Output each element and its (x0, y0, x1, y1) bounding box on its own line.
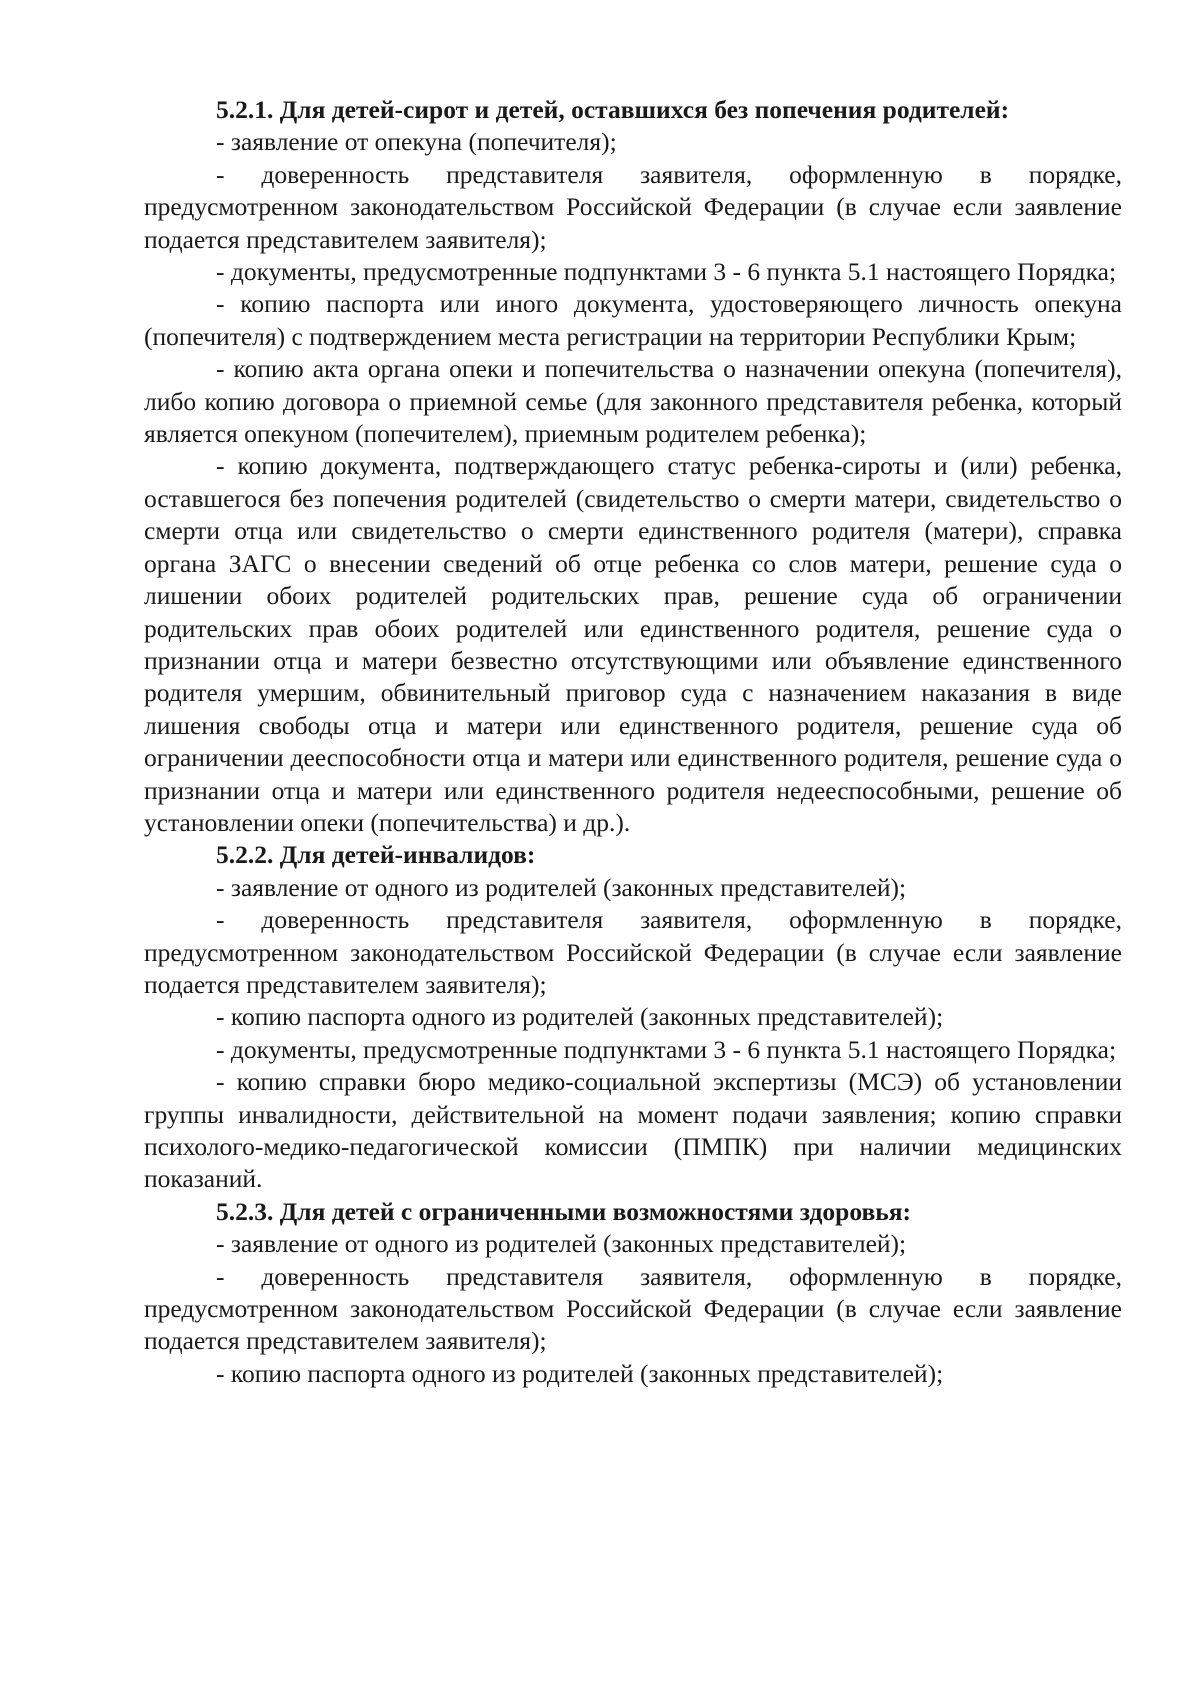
document-page (144, 94, 1122, 1390)
list-item: - копию акта органа опеки и попечительства о назначении опекуна (попечителя), либо копию договора о приемной семье (для законного представителя ребенка, который является опекуном (попечителем), приемным родителем ребенка); (144, 354, 1122, 449)
list-item: - копию паспорта или иного документа, удостоверяющего личность опекуна (попечителя) с подтверждением места регистрации на территории Республики Крым; (144, 289, 1122, 351)
list-item: - копию документа, подтверждающего статус ребенка-сироты и (или) ребенка, оставшегося без попечения родителей (свидетельство о смерти матери, свидетельство о смерти отца или свидетельство о смерти единственного родителя (матери), справка органа ЗАГС о внесении сведений об отце ребенка со слов матери, решение суда о лишении обоих родителей родительских прав, решение суда об ограничении родительских прав обоих родителей или единственного родителя, решение суда о признании отца и матери безвестно отсутствующими или объявление единственного родителя умершим, обвинительный приговор суда с назначением наказания в виде лишения свободы отца и матери или единственного родителя, решение суда об ограничении дееспособности отца и матери или единственного родителя, решение суда о признании отца и матери или единственного родителя недееспособными, решение об установлении опеки (попечительства) и др.). (144, 451, 1122, 837)
section-heading: 5.2.1. Для детей-сирот и детей, оставшихся без попечения родителей: (216, 95, 1010, 124)
list-item: - документы, предусмотренные подпунктами 3 - 6 пункта 5.1 настоящего Порядка; (216, 257, 1117, 287)
list-item: - копию справки бюро медико-социальной экспертизы (МСЭ) об установлении группы инвалидности, действительной на момент подачи заявления; копию справки психолого-медико-педагогической комиссии (ПМПК) при наличии медицинских показаний. (144, 1067, 1122, 1194)
list-item: - копию паспорта одного из родителей (законных представителей); (216, 1358, 944, 1388)
list-item: - доверенность представителя заявителя, оформленную в порядке, предусмотренном законодательством Российской Федерации (в случае если заявление подается представителем заявителя); (144, 159, 1122, 254)
list-item: - доверенность представителя заявителя, оформленную в порядке, предусмотренном законодательством Российской Федерации (в случае если заявление подается представителем заявителя); (144, 1261, 1122, 1356)
section-heading: 5.2.2. Для детей-инвалидов: (216, 840, 536, 870)
list-item: - копию паспорта одного из родителей (законных представителей); (216, 1002, 944, 1032)
list-item: - документы, предусмотренные подпунктами 3 - 6 пункта 5.1 настоящего Порядка; (216, 1034, 1117, 1064)
list-item: - заявление от одного из родителей (законных представителей); (216, 872, 907, 902)
list-item: - заявление от одного из родителей (законных представителей); (216, 1229, 907, 1259)
list-item: - доверенность представителя заявителя, оформленную в порядке, предусмотренном законодательством Российской Федерации (в случае если заявление подается представителем заявителя); (144, 905, 1122, 999)
list-item: - заявление от опекуна (попечителя); (216, 127, 617, 157)
section-heading: 5.2.3. Для детей с ограниченными возможностями здоровья: (216, 1196, 911, 1226)
